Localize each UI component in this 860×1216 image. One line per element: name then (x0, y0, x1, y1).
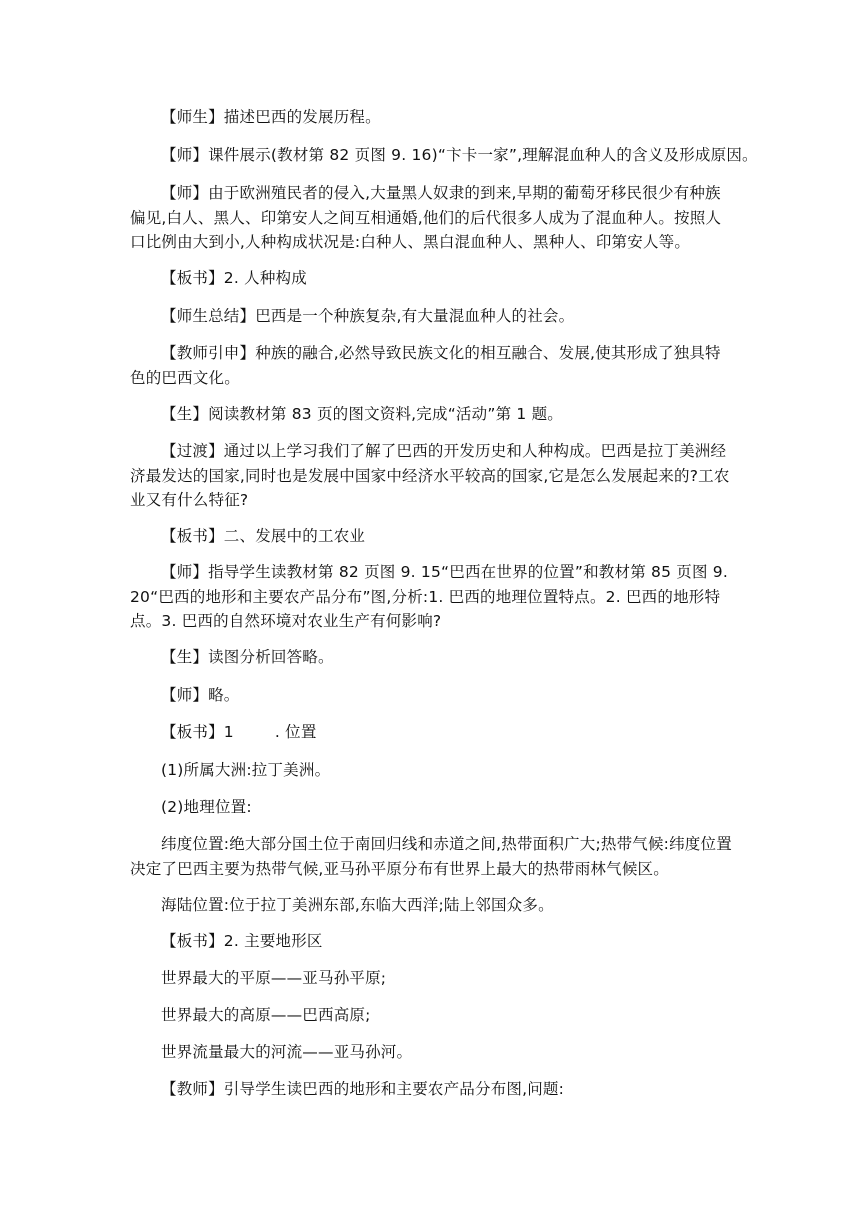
paragraph-student-answer: 【生】读图分析回答略。 (161, 648, 334, 666)
paragraph-teacher-student-describe: 【师生】描述巴西的发展历程。 (161, 108, 381, 126)
paragraph-teacher-map-question: 【教师】引导学生读巴西的地形和主要农产品分布图,问题: (161, 1080, 565, 1098)
paragraph-largest-river: 世界流量最大的河流——亚马孙河。 (161, 1043, 413, 1061)
paragraph-board-industry-agriculture: 【板书】二、发展中的工农业 (161, 527, 366, 545)
paragraph-board-race-composition: 【板书】2. 人种构成 (161, 269, 307, 287)
paragraph-transition: 【过渡】通过以上学习我们了解了巴西的开发历史和人种构成。巴西是拉丁美洲经济最发达的国家,同时也是发展中国家中经济水平较高的国家,它是怎么发展起来的?工农业又有什么特征? (130, 442, 730, 509)
paragraph-continent: (1)所属大洲:拉丁美洲。 (161, 761, 331, 779)
paragraph-teacher-explanation: 【师】由于欧洲殖民者的侵入,大量黑人奴隶的到来,早期的葡萄牙移民很少有种族偏见,白人、黑人、印第安人之间互相通婚,他们的后代很多人成为了混血种人。按照人口比例由大到小,人种构成状况是:白种人、黑白混血种人、黑种人、印第安人等。 (130, 184, 722, 251)
paragraph-latitude-location: 纬度位置:绝大部分国土位于南回归线和赤道之间,热带面积广大;热带气候:纬度位置决定了巴西主要为热带气候,亚马孙平原分布有世界上最大的热带雨林气候区。 (130, 835, 732, 878)
paragraph-summary: 【师生总结】巴西是一个种族复杂,有大量混血种人的社会。 (161, 307, 575, 325)
paragraph-student-reading: 【生】阅读教材第 83 页的图文资料,完成“活动”第 1 题。 (161, 405, 563, 423)
paragraph-largest-plain: 世界最大的平原——亚马孙平原; (161, 969, 387, 987)
paragraph-board-landforms: 【板书】2. 主要地形区 (161, 932, 323, 950)
paragraph-teacher-omitted: 【师】略。 (161, 686, 240, 704)
paragraph-largest-plateau: 世界最大的高原——巴西高原; (161, 1006, 371, 1024)
paragraph-teacher-guidance: 【师】指导学生读教材第 82 页图 9. 15“巴西在世界的位置”和教材第 85 页图 9. 20“巴西的地形和主要农产品分布”图,分析:1. 巴西的地理位置特点。2. 巴西的地形特点。3. 巴西的自然环境对农业生产有何影响? (130, 563, 728, 630)
paragraph-board-location: 【板书】1 . 位置 (161, 723, 317, 741)
paragraph-sea-land-location: 海陆位置:位于拉丁美洲东部,东临大西洋;陆上邻国众多。 (161, 896, 554, 914)
paragraph-teacher-courseware: 【师】课件展示(教材第 82 页图 9. 16)“卞卡一家”,理解混血种人的含义及形成原因。 (161, 146, 758, 164)
paragraph-teacher-extension: 【教师引申】种族的融合,必然导致民族文化的相互融合、发展,使其形成了独具特色的巴西文化。 (130, 344, 721, 387)
paragraph-geographic-location: (2)地理位置: (161, 798, 252, 816)
